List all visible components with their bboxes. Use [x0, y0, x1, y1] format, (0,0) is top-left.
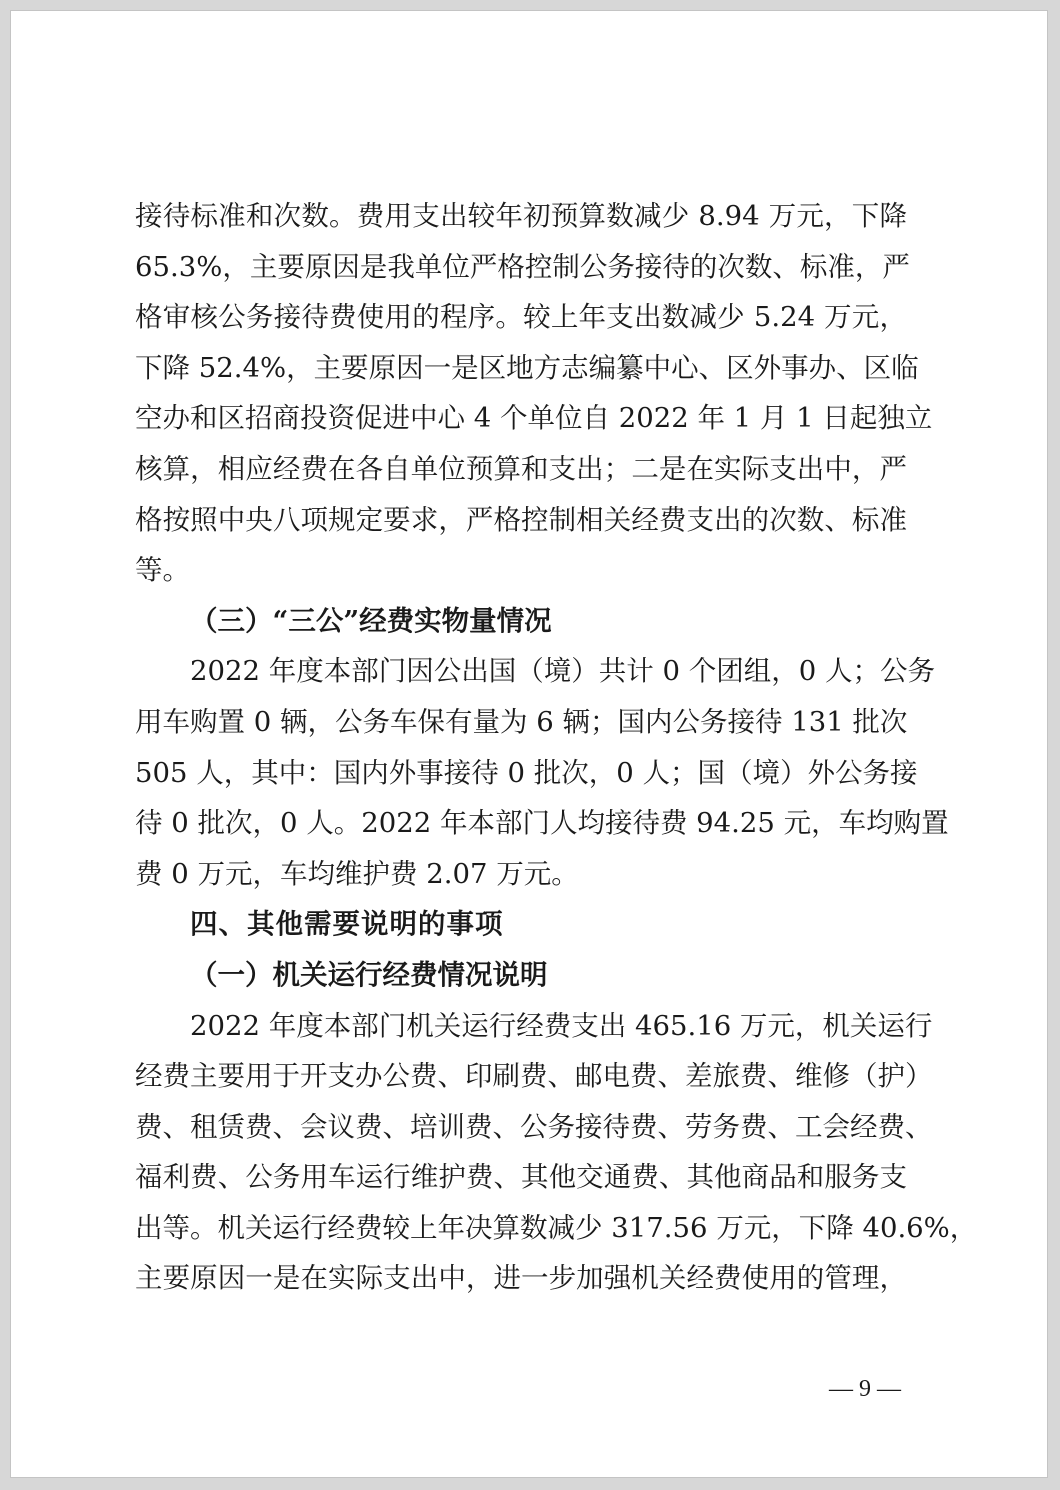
- body-line: 格按照中央八项规定要求，严格控制相关经费支出的次数、标准: [135, 503, 907, 536]
- body-line: 等。: [135, 554, 190, 587]
- body-line: 费、租赁费、会议费、培训费、公务接待费、劳务费、工会经费、: [135, 1110, 933, 1143]
- section-heading-3: （三）“三公”经费实物量情况: [190, 604, 552, 637]
- body-line: 格审核公务接待费使用的程序。较上年支出数减少 5.24 万元，: [135, 301, 907, 334]
- body-line: 接待标准和次数。费用支出较年初预算数减少 8.94 万元，下降: [135, 200, 907, 232]
- body-line: 下降 52.4%，主要原因一是区地方志编纂中心、区外事办、区临: [135, 351, 919, 384]
- body-line: 505 人，其中：国内外事接待 0 批次，0 人；国（境）外公务接: [135, 756, 918, 789]
- section-heading-4: 四、其他需要说明的事项: [190, 908, 504, 941]
- body-line: 空办和区招商投资促进中心 4 个单位自 2022 年 1 月 1 日起独立: [135, 402, 933, 435]
- body-line: 费 0 万元，车均维护费 2.07 万元。: [135, 857, 579, 890]
- body-line: 主要原因一是在实际支出中，进一步加强机关经费使用的管理，: [135, 1262, 907, 1295]
- page-number: — 9 —: [829, 1376, 901, 1402]
- body-line: 经费主要用于开支办公费、印刷费、邮电费、差旅费、维修（护）: [135, 1060, 933, 1093]
- body-line: 65.3%，主要原因是我单位严格控制公务接待的次数、标准，严: [135, 250, 910, 283]
- subsection-heading-4-1: （一）机关运行经费情况说明: [190, 958, 548, 991]
- body-line: 2022 年度本部门因公出国（境）共计 0 个团组，0 人；公务: [190, 655, 935, 688]
- body-line: 核算，相应经费在各自单位预算和支出；二是在实际支出中，严: [135, 452, 907, 485]
- body-line: 待 0 批次，0 人。2022 年本部门人均接待费 94.25 元，车均购置: [135, 807, 949, 840]
- body-line: 出等。机关运行经费较上年决算数减少 317.56 万元，下降 40.6%，: [135, 1211, 978, 1244]
- document-body: [135, 191, 978, 1304]
- body-line: 用车购置 0 辆，公务车保有量为 6 辆；国内公务接待 131 批次: [135, 705, 908, 738]
- body-line: 福利费、公务用车运行维护费、其他交通费、其他商品和服务支: [135, 1161, 907, 1194]
- body-line: 2022 年度本部门机关运行经费支出 465.16 万元，机关运行: [190, 1009, 933, 1042]
